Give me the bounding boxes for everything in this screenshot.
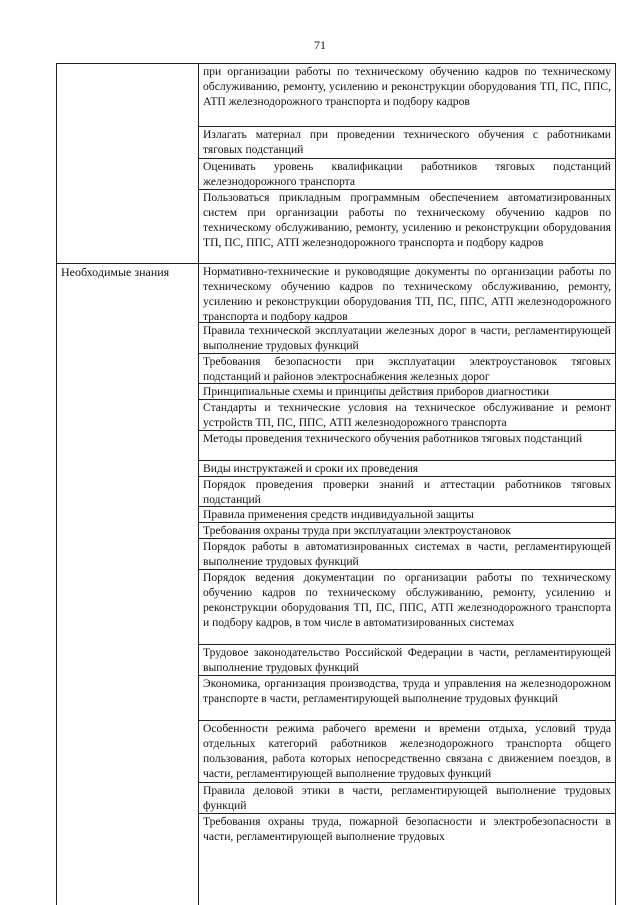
table-right-column (199, 63, 615, 905)
page-number: 71 (314, 38, 326, 52)
table-cell: Требования охраны труда при эксплуатации электроустановок (199, 522, 615, 538)
table-cell: Экономика, организация производства, труда и управления на железнодорожном транспорте в части, регламентирующей выполнение трудовых функций (199, 675, 615, 720)
table-cell: Нормативно-технические и руководящие документы по организации работы по техническому обучению кадров по техническому обслуживанию, ремонту, усилению и реконструкции оборудования ТП, ПС, ППС, АТП железнодорожного транспорта и подбору кадров (199, 263, 615, 322)
table-cell: Требования безопасности при эксплуатации электроустановок тяговых подстанций и районов электроснабжения железных дорог (199, 353, 615, 383)
table-cell: Виды инструктажей и сроки их проведения (199, 460, 615, 476)
table-cell: Принципиальные схемы и принципы действия приборов диагностики (199, 383, 615, 399)
table-top-border (57, 63, 198, 64)
table-cell: Особенности режима рабочего времени и времени отдыха, условий труда отдельных категорий работников железнодорожного транспорта общего пользования, работа которых непосредственно связана с движением поездов, в части, регламентирующей выполнение трудовых функций (199, 720, 615, 782)
table-cell: Пользоваться прикладным программным обеспечением автоматизированных систем при организации работы по техническому обучению кадров по техническому обслуживанию, ремонту, усилению и реконструкции оборудования ТП, ПС, ППС, АТП железнодорожного транспорта и подбору кадров (199, 189, 615, 263)
table-cell: Порядок работы в автоматизированных системах в части, регламентирующей выполнение трудовых функций (199, 538, 615, 569)
table-cell: Стандарты и технические условия на техническое обслуживание и ремонт устройств ТП, ПС, ППС, АТП железнодорожного транспорта (199, 399, 615, 430)
table-cell: Методы проведения технического обучения работников тяговых подстанций (199, 430, 615, 460)
table-cell: Правила применения средств индивидуальной защиты (199, 506, 615, 522)
table-cell: при организации работы по техническому обучению кадров по техническому обслуживанию, ремонту, усилению и реконструкции оборудования ТП, ПС, ППС, АТП железнодорожного транспорта и подбору кадров (199, 63, 615, 126)
table-left-column (57, 63, 199, 905)
table-cell: Порядок проведения проверки знаний и аттестации работников тяговых подстанций (199, 476, 615, 506)
row-separator (57, 263, 198, 264)
requirements-table (56, 63, 616, 905)
table-cell: Излагать материал при проведении технического обучения с работниками тяговых подстанций (199, 126, 615, 158)
row-label-required-knowledge: Необходимые знания (61, 265, 170, 279)
table-cell: Порядок ведения документации по организации работы по техническому обучению кадров по техническому обслуживанию, ремонту, усилению и реконструкции оборудования ТП, ПС, ППС, АТП железнодорожного транспорта и подбору кадров, в том числе в автоматизированных системах (199, 569, 615, 644)
table-cell: Правила деловой этики в части, регламентирующей выполнение трудовых функций (199, 782, 615, 813)
table-cell: Трудовое законодательство Российской Федерации в части, регламентирующей выполнение трудовых функций (199, 644, 615, 675)
table-cell: Правила технической эксплуатации железных дорог в части, регламентирующей выполнение трудовых функций (199, 322, 615, 353)
table-cell: Требования охраны труда, пожарной безопасности и электробезопасности в части, регламентирующей выполнение трудовых (199, 813, 615, 905)
table-cell: Оценивать уровень квалификации работников тяговых подстанций железнодорожного транспорта (199, 158, 615, 189)
